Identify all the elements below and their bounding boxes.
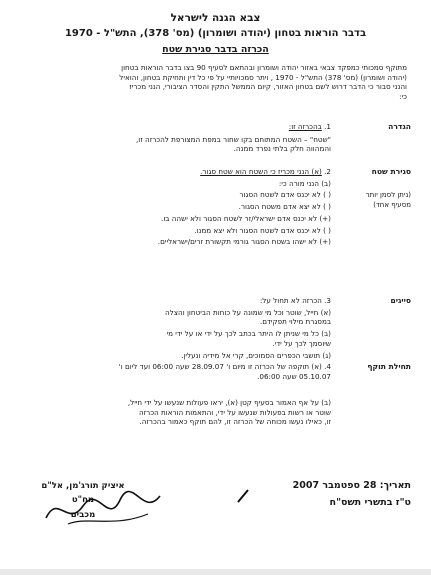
section-line: ( ) לא יצא אדם משטח הסגור.	[238, 202, 331, 212]
section-exceptions	[22, 296, 331, 360]
section-closure	[22, 167, 331, 247]
section-label-closure: סגירת שטח	[371, 167, 411, 176]
doc-header-org: צבא הגנה לישראל	[170, 12, 261, 24]
section-line: (+) לא יכנס אדם ישראלי/זר לשטח הסגור ולא ישהה בו.	[161, 213, 331, 223]
section-sublabel: (ניתן לסמן יותר	[365, 191, 411, 199]
section-sublabel: מסעיף אחד)	[373, 201, 411, 209]
section-line: 05.10.07 שעה 06:00.	[257, 371, 331, 381]
date-block	[201, 480, 411, 514]
section-line: (ב) על אף האמור בסעיף קטן (א), יראו פעולות שנעשו על ידי חייל,	[127, 398, 331, 407]
section-number: 4.	[324, 362, 331, 371]
handwritten-signature	[38, 488, 168, 533]
section-line: (א) הנני מכריז כי השטח הוא שטח סגור.	[200, 167, 322, 176]
section-number: 3.	[324, 296, 331, 305]
section-line: (א) חייל, שוטר וכל מי שמונה על כוחות הביטחון והצלה	[164, 307, 331, 317]
preamble-line: והנני סבור כי הדבר דרוש לשם בטחון האזור, קיום הממשל התקין והסדר הציבורי, הנני מכריז	[129, 82, 407, 92]
preamble-line: (יהודה ושומרון) (מס' 378) התש"ל - 1970 , ויתר סמכויותיי על פי כל דין ותחיקת בטחון, והואיל	[119, 72, 407, 82]
preamble-line: כי:	[399, 92, 407, 102]
date-gregorian: תאריך: 28 ספטמבר 2007	[292, 480, 411, 491]
preamble	[20, 63, 407, 102]
section-number: 2.	[324, 167, 331, 176]
section-label-effective: תחילת תוקף	[367, 362, 411, 371]
section-label-definition: הגדרה	[388, 122, 411, 131]
doc-header-order: בדבר הוראות בטחון (יהודה ושומרון) (מס' 378), התש"ל - 1970	[64, 28, 367, 39]
section-label-exceptions: סייגים	[390, 296, 411, 305]
signer-title: מח"ט	[71, 495, 95, 506]
section-line: שוטר או רשות בפעולות שנעשו על ידי, והתאמות הוראות הכרזה	[138, 407, 331, 417]
section-line: (א) תוקפה של הכרזה זו מיום ו' 28.09.07 שעה 06:00 ועד ליום ו'	[118, 362, 322, 371]
section-line: הכרזה לא תחול על:	[259, 296, 322, 305]
section-line: (ב) כל מי שניתן לו היתר בכתב לכך על ידי או על ידי מי	[166, 329, 331, 339]
doc-header-title: הכרזה בדבר סגירת שטח	[162, 44, 269, 55]
signer-unit: מכבים	[70, 509, 96, 520]
pen-stroke	[236, 488, 250, 504]
section-line: ( ) לא יכנס אדם לשטח הסגור	[239, 190, 331, 200]
section-line: שיוסמך לכך על ידי.	[272, 338, 331, 348]
section-line: (ג) תושבי הכפרים הסמוכים, קרי אל מידיה ונעלין.	[181, 350, 331, 360]
section-line: (+) לא ישהו בשטח הסגור גורמי תקשורת זרים/ישראליים.	[157, 237, 331, 247]
section-line: בהכרזה זו:	[288, 122, 322, 131]
section-effective	[22, 362, 331, 381]
section-line: (ב) הנני מורה כי:	[278, 178, 331, 188]
date-hebrew: ט"ז בתשרי תשס"ח	[329, 496, 411, 508]
section-line: "שטח" – השטח המתוחם בקו שחור במפת המצורפת להכרזה זו,	[136, 134, 331, 144]
preamble-line: מתוקף סמכותי כמפקד צבאי באזור יהודה ושומרון ובהתאם לסעיף 90 בצו בדבר הוראות בטחון	[121, 63, 407, 72]
signer-name: איציק תורג'מן, אל"ם	[41, 481, 125, 491]
section-line: והמהווה חלק בלתי נפרד ממנה.	[233, 144, 331, 154]
section-line: זו, כאילו נעשו מכוחה של הכרזה זו, להם תוקף כאמור בהכרזה.	[139, 417, 331, 427]
section-number: 1.	[324, 122, 331, 131]
section-line: ( ) לא יכנס אדם לשטח הסגור ולא יצא ממנו.	[194, 225, 331, 235]
section-line: במסגרת מילוי תפקידם.	[259, 317, 331, 327]
section-definition	[22, 122, 331, 154]
section-effective-b	[22, 398, 331, 427]
page-bottom-edge	[0, 569, 431, 575]
